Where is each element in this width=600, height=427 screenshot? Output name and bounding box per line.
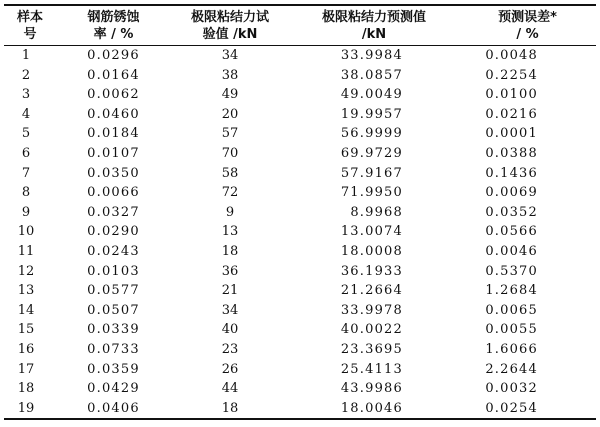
cell-sample-no: 10 — [17, 224, 35, 240]
cell-predicted-value: 69.9729 — [340, 145, 403, 161]
header-corrosion-rate: 钢筋锈蚀 — [56, 5, 171, 26]
cell-prediction-error: 0.2254 — [485, 67, 538, 83]
cell-sample-no: 2 — [21, 67, 31, 83]
cell-sample-no: 19 — [4, 399, 56, 420]
header-experimental-value-unit: 验值 /kN — [171, 26, 289, 46]
bond-strength-table — [4, 4, 596, 420]
table-row — [4, 399, 596, 420]
cell-corrosion-rate: 0.0062 — [87, 87, 140, 103]
header-sample-no: 样本 — [4, 5, 56, 26]
table-row — [4, 105, 596, 125]
cell-prediction-error: 0.1436 — [485, 165, 538, 181]
table-row — [4, 340, 596, 360]
cell-prediction-error: 0.0046 — [485, 243, 538, 259]
table-row — [4, 360, 596, 380]
cell-sample-no: 5 — [21, 126, 31, 142]
cell-predicted-value: 56.9999 — [340, 126, 403, 142]
table-row — [4, 144, 596, 164]
cell-prediction-error: 0.0352 — [485, 204, 538, 220]
cell-experimental-value: 70 — [221, 145, 239, 161]
cell-corrosion-rate: 0.0406 — [56, 399, 171, 420]
cell-sample-no: 9 — [21, 204, 31, 220]
cell-prediction-error: 0.0216 — [485, 106, 538, 122]
header-predicted-value-unit: /kN — [289, 26, 459, 46]
cell-prediction-error: 1.2684 — [485, 283, 538, 299]
cell-prediction-error: 0.0048 — [485, 48, 538, 63]
header-experimental-value: 极限粘结力试 — [171, 5, 289, 26]
table-row — [4, 183, 596, 203]
cell-experimental-value: 13 — [221, 224, 239, 240]
cell-prediction-error: 0.0055 — [485, 322, 538, 338]
cell-sample-no: 6 — [21, 145, 31, 161]
cell-predicted-value: 57.9167 — [340, 165, 403, 181]
cell-sample-no: 16 — [17, 341, 35, 357]
cell-predicted-value: 38.0857 — [340, 67, 403, 83]
cell-prediction-error: 0.0388 — [485, 145, 538, 161]
cell-prediction-error: 2.2644 — [485, 361, 538, 377]
cell-corrosion-rate: 0.0507 — [87, 302, 140, 318]
cell-corrosion-rate: 0.0290 — [87, 224, 140, 240]
cell-corrosion-rate: 0.0243 — [87, 243, 140, 259]
cell-corrosion-rate: 0.0296 — [87, 48, 140, 63]
cell-sample-no: 11 — [17, 243, 35, 259]
table-row — [4, 320, 596, 340]
cell-experimental-value: 57 — [221, 126, 239, 142]
cell-sample-no: 15 — [17, 322, 35, 338]
cell-sample-no: 4 — [21, 106, 31, 122]
table-row — [4, 203, 596, 223]
cell-corrosion-rate: 0.0460 — [87, 106, 140, 122]
table-row — [4, 46, 596, 66]
cell-experimental-value: 58 — [221, 165, 239, 181]
cell-experimental-value: 26 — [221, 361, 239, 377]
table-row — [4, 124, 596, 144]
cell-corrosion-rate: 0.0066 — [87, 185, 140, 201]
cell-prediction-error: 0.0100 — [485, 87, 538, 103]
cell-corrosion-rate: 0.0350 — [87, 165, 140, 181]
cell-corrosion-rate: 0.0164 — [87, 67, 140, 83]
table-row — [4, 222, 596, 242]
cell-experimental-value: 49 — [221, 87, 239, 103]
cell-experimental-value: 40 — [221, 322, 239, 338]
cell-predicted-value: 8.9968 — [350, 204, 403, 220]
cell-sample-no: 17 — [17, 361, 35, 377]
header-row-1 — [4, 5, 596, 26]
table-row — [4, 301, 596, 321]
cell-prediction-error: 0.0566 — [485, 224, 538, 240]
cell-predicted-value: 13.0074 — [340, 224, 403, 240]
cell-corrosion-rate: 0.0733 — [87, 341, 140, 357]
header-corrosion-rate-unit: 率 / % — [56, 26, 171, 46]
cell-predicted-value: 18.0008 — [340, 243, 403, 259]
cell-predicted-value: 21.2664 — [340, 283, 403, 299]
cell-prediction-error: 0.0001 — [485, 126, 538, 142]
cell-experimental-value: 34 — [221, 48, 239, 63]
cell-predicted-value: 36.1933 — [340, 263, 403, 279]
cell-predicted-value: 49.0049 — [340, 87, 403, 103]
header-prediction-error-unit: / % — [459, 26, 596, 46]
cell-prediction-error: 0.0065 — [485, 302, 538, 318]
results-table-container — [4, 4, 596, 420]
cell-corrosion-rate: 0.0577 — [87, 283, 140, 299]
cell-corrosion-rate: 0.0429 — [87, 381, 140, 397]
header-row-2 — [4, 26, 596, 46]
table-row — [4, 262, 596, 282]
table-row — [4, 242, 596, 262]
table-row — [4, 281, 596, 301]
table-row — [4, 66, 596, 86]
cell-predicted-value: 25.4113 — [340, 361, 403, 377]
cell-predicted-value: 43.9986 — [340, 381, 403, 397]
cell-corrosion-rate: 0.0327 — [87, 204, 140, 220]
cell-experimental-value: 44 — [221, 381, 239, 397]
cell-corrosion-rate: 0.0107 — [87, 145, 140, 161]
cell-experimental-value: 34 — [221, 302, 239, 318]
cell-sample-no: 14 — [17, 302, 35, 318]
cell-experimental-value: 72 — [221, 185, 239, 201]
cell-prediction-error: 0.0254 — [459, 399, 596, 420]
cell-experimental-value: 9 — [225, 204, 235, 220]
cell-corrosion-rate: 0.0359 — [87, 361, 140, 377]
table-row — [4, 379, 596, 399]
header-sample-no-unit: 号 — [4, 26, 56, 46]
cell-experimental-value: 38 — [221, 67, 239, 83]
cell-predicted-value: 71.9950 — [340, 185, 403, 201]
cell-prediction-error: 0.0032 — [485, 381, 538, 397]
cell-predicted-value: 33.9978 — [340, 302, 403, 318]
cell-prediction-error: 1.6066 — [485, 341, 538, 357]
cell-predicted-value: 40.0022 — [340, 322, 403, 338]
cell-experimental-value: 21 — [221, 283, 239, 299]
cell-sample-no: 12 — [17, 263, 35, 279]
table-body — [4, 46, 596, 420]
cell-sample-no: 13 — [17, 283, 35, 299]
cell-predicted-value: 18.0046 — [289, 399, 459, 420]
cell-predicted-value: 23.3695 — [340, 341, 403, 357]
table-row — [4, 164, 596, 184]
cell-predicted-value: 19.9957 — [340, 106, 403, 122]
table-header — [4, 5, 596, 46]
cell-corrosion-rate: 0.0339 — [87, 322, 140, 338]
cell-sample-no: 3 — [21, 87, 31, 103]
cell-sample-no: 7 — [21, 165, 31, 181]
cell-experimental-value: 23 — [221, 341, 239, 357]
header-predicted-value: 极限粘结力预测值 — [289, 5, 459, 26]
cell-corrosion-rate: 0.0184 — [87, 126, 140, 142]
cell-prediction-error: 0.5370 — [485, 263, 538, 279]
cell-corrosion-rate: 0.0103 — [87, 263, 140, 279]
cell-prediction-error: 0.0069 — [485, 185, 538, 201]
header-prediction-error: 预测误差* — [459, 5, 596, 26]
table-row — [4, 85, 596, 105]
cell-sample-no: 8 — [21, 185, 31, 201]
cell-experimental-value: 18 — [221, 243, 239, 259]
cell-sample-no: 1 — [21, 48, 31, 63]
cell-experimental-value: 36 — [221, 263, 239, 279]
cell-experimental-value: 20 — [221, 106, 239, 122]
cell-predicted-value: 33.9984 — [340, 48, 403, 63]
cell-experimental-value: 18 — [171, 399, 289, 420]
cell-sample-no: 18 — [17, 381, 35, 397]
